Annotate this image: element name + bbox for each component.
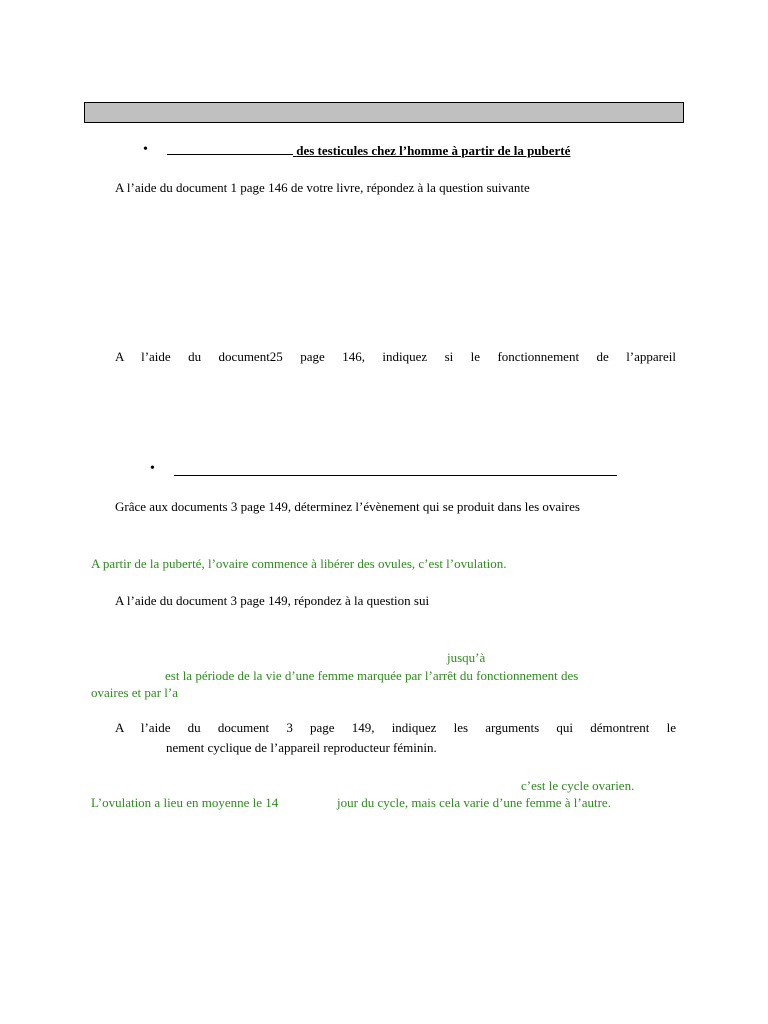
answer3-line-2a: L’ovulation a lieu en moyenne le 14: [91, 795, 279, 810]
section2-instruction: Grâce aux documents 3 page 149, déterminez l’évènement qui se produit dans les ovaires: [115, 499, 580, 514]
section1-heading: [167, 142, 570, 159]
answer3-line-1: c’est le cycle ovarien.: [521, 778, 635, 793]
bullet-marker-1: •: [143, 142, 148, 157]
blank-underline: [167, 142, 293, 155]
section1-heading-text: des testicules chez l’homme à partir de la puberté: [296, 143, 571, 158]
section2-instruction-3-line-1: A l’aide du document 3 page 149, indiquez les arguments qui démontrent le: [115, 720, 676, 735]
answer2-line-1: est la période de la vie d’une femme marquée par l’arrêt du fonctionnement des: [165, 668, 579, 683]
section2-instruction-3-line-2: nement cyclique de l’appareil reproducteur féminin.: [166, 740, 437, 755]
answer2-line-2: ovaires et par l’a: [91, 685, 178, 700]
section2-instruction-2: A l’aide du document 3 page 149, répondez à la question sui: [115, 593, 430, 608]
section-header-bar: [84, 102, 684, 123]
answer3-line-2b: jour du cycle, mais cela varie d’une femme à l’autre.: [337, 795, 611, 810]
section2-heading-blank-line: [174, 475, 617, 476]
section1-instruction: A l’aide du document 1 page 146 de votre livre, répondez à la question suivante: [115, 180, 530, 195]
bullet-marker-2: •: [150, 461, 155, 476]
section2-answer: A partir de la puberté, l’ovaire commence à libérer des ovules, c’est l’ovulation.: [91, 556, 507, 571]
answer2-fragment-top: jusqu’à: [447, 650, 486, 665]
section1-instruction-2: A l’aide du document25 page 146, indiquez si le fonctionnement de l’appareil: [115, 349, 676, 364]
